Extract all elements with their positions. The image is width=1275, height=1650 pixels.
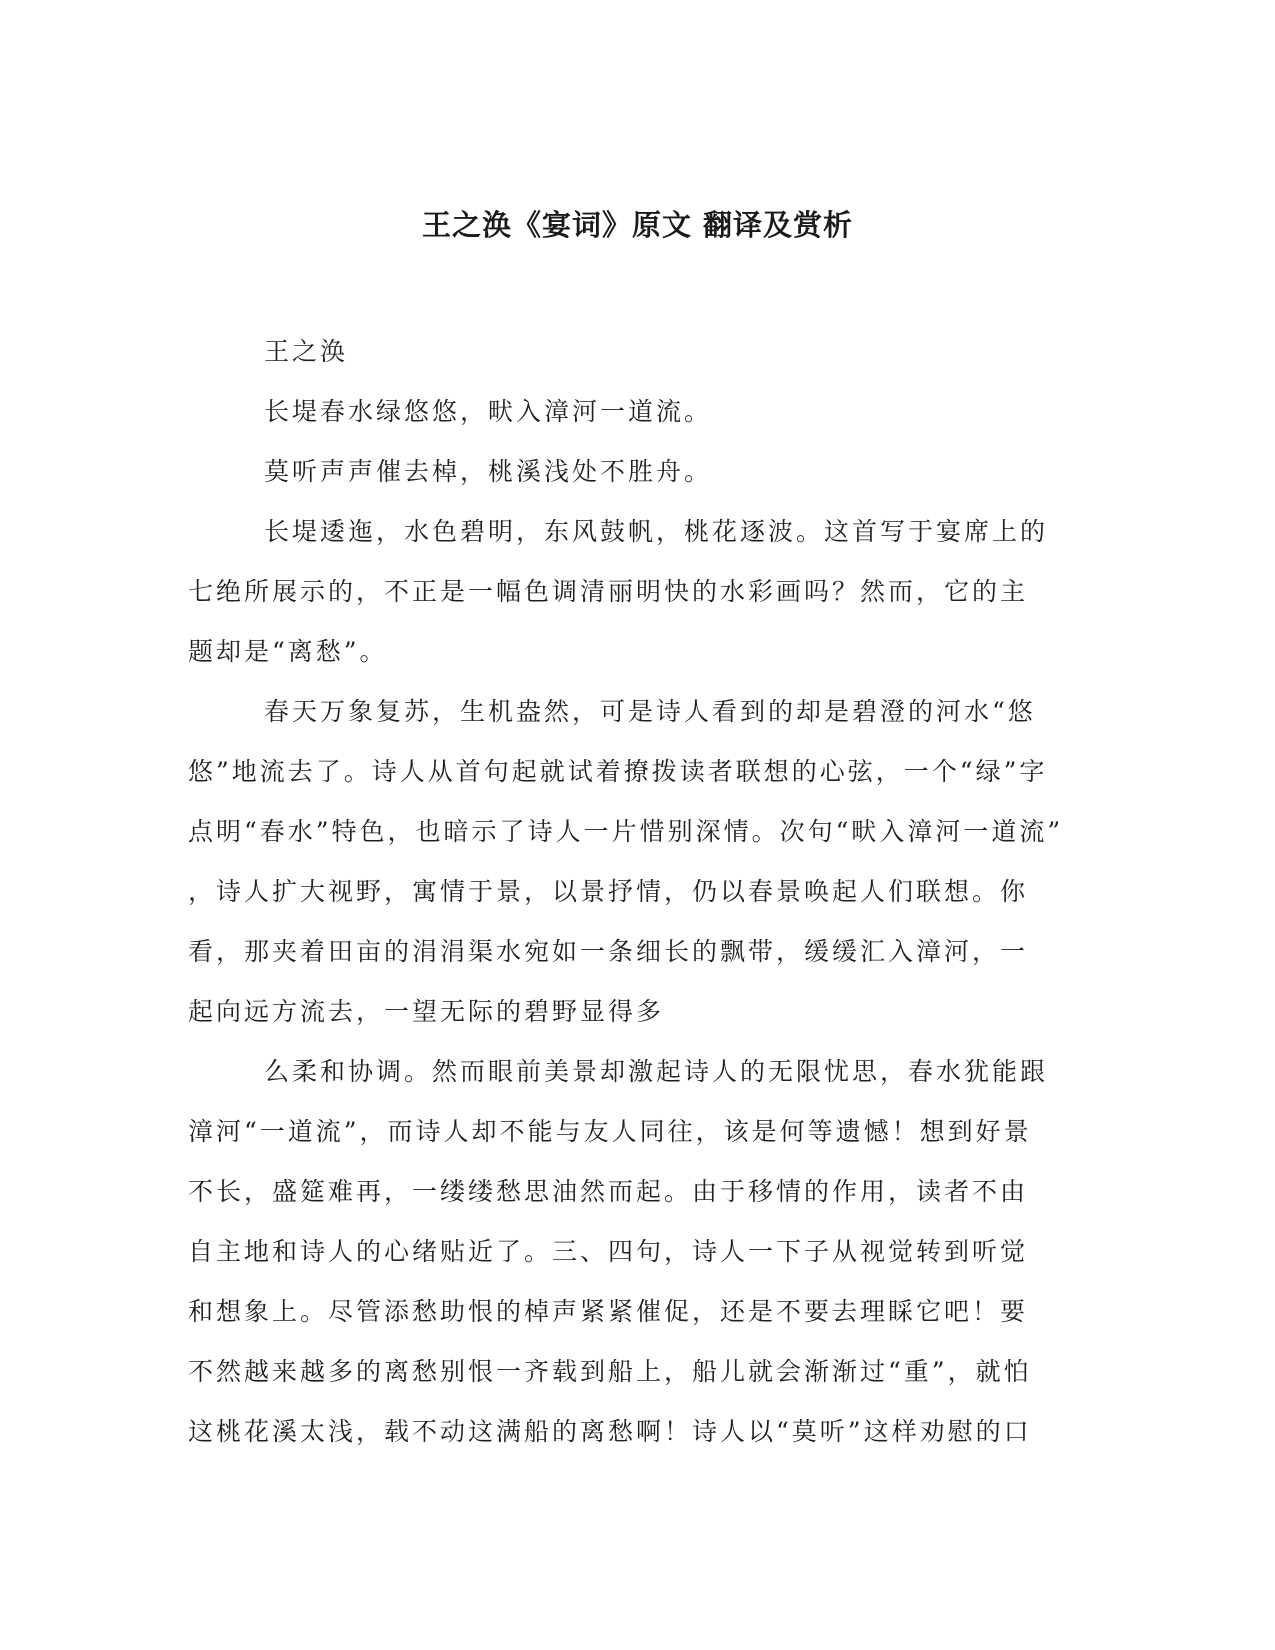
paragraph-line: 题却是“离愁”。	[188, 637, 388, 666]
paragraph-line: 不然越来越多的离愁别恨一齐载到船上，船儿就会渐渐过“重”，就怕	[188, 1357, 1032, 1386]
paragraph-line: 漳河“一道流”，而诗人却不能与友人同往，该是何等遗憾！想到好景	[188, 1117, 1032, 1146]
paragraph-line: 春天万象复苏，生机盎然，可是诗人看到的却是碧澄的河水“悠	[264, 697, 1036, 726]
paragraph-line: 和想象上。尽管添愁助恨的棹声紧紧催促，还是不要去理睬它吧！要	[188, 1297, 1029, 1326]
paragraph-line: 自主地和诗人的心绪贴近了。三、四句，诗人一下子从视觉转到听觉	[188, 1237, 1029, 1266]
document-title: 王之涣《宴词》原文 翻译及赏析	[421, 208, 854, 242]
poem-line-2: 莫听声声催去棹，桃溪浅处不胜舟。	[264, 457, 713, 486]
document-body	[188, 322, 1078, 1462]
paragraph-line: 看，那夹着田亩的涓涓渠水宛如一条细长的飘带，缓缓汇入漳河，一	[188, 937, 1029, 966]
paragraph-line: 长堤逶迤，水色碧明，东风鼓帆，桃花逐波。这首写于宴席上的	[264, 517, 1049, 546]
author-line: 王之涣	[264, 337, 349, 366]
paragraph-line: 点明“春水”特色，也暗示了诗人一片惜别深情。次句“畎入漳河一道流”	[188, 817, 1064, 846]
paragraph-line: 这桃花溪太浅，载不动这满船的离愁啊！诗人以“莫听”这样劝慰的口	[188, 1417, 1032, 1446]
paragraph-line: 不长，盛筵难再，一缕缕愁思油然而起。由于移情的作用，读者不由	[188, 1177, 1029, 1206]
paragraph-line: 么柔和协调。然而眼前美景却激起诗人的无限忧思，春水犹能跟	[264, 1057, 1049, 1086]
paragraph-line: ，诗人扩大视野，寓情于景，以景抒情，仍以春景唤起人们联想。你	[188, 877, 1029, 906]
paragraph-line: 七绝所展示的，不正是一幅色调清丽明快的水彩画吗？然而，它的主	[188, 577, 1029, 606]
paragraph-line: 起向远方流去，一望无际的碧野显得多	[188, 997, 665, 1026]
paragraph-line: 悠”地流去了。诗人从首句起就试着撩拨读者联想的心弦，一个“绿”字	[188, 757, 1048, 786]
poem-line-1: 长堤春水绿悠悠，畎入漳河一道流。	[264, 397, 713, 426]
